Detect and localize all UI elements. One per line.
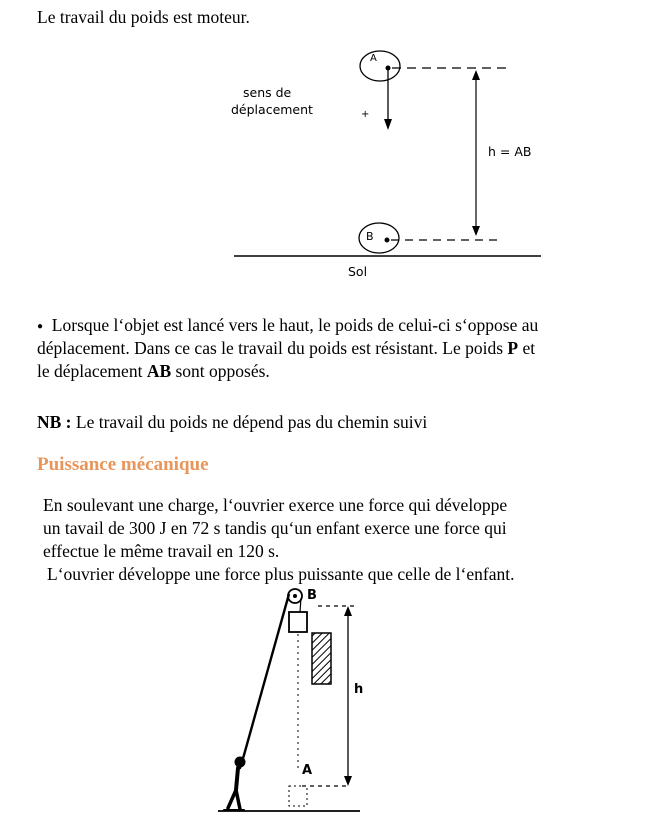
hatched-wall xyxy=(312,633,331,684)
height-label: h = AB xyxy=(488,144,532,159)
label-a-2: A xyxy=(302,763,313,778)
label-h: h xyxy=(354,682,364,697)
point-a-dot xyxy=(386,66,391,71)
h-arrow-top xyxy=(344,606,352,616)
weight-arrow-head xyxy=(384,119,392,130)
point-b-dot xyxy=(385,238,390,243)
nb-text: Le travail du poids ne dépend pas du chemin suivi xyxy=(75,412,428,432)
direction-label-2: déplacement xyxy=(231,102,313,117)
bullet-line-1 xyxy=(37,314,538,338)
circle-a xyxy=(360,51,400,81)
section-title: Puissance mécanique xyxy=(37,454,209,475)
h-arrow-bottom xyxy=(344,776,352,786)
rope xyxy=(244,594,289,755)
load-top xyxy=(289,612,307,632)
paragraph-line-1: En soulevant une charge, l‘ouvrier exerce une force qui développe xyxy=(43,495,508,515)
intro-line: Le travail du poids est moteur. xyxy=(37,7,250,27)
worker-figure xyxy=(224,755,245,810)
ground-label: Sol xyxy=(348,264,368,279)
bold-p: P xyxy=(507,338,519,358)
plus-sign: + xyxy=(361,109,370,120)
bullet-dot: ● xyxy=(37,321,44,332)
label-b-2: B xyxy=(307,588,317,603)
paragraph-line-2: un tavail de 300 J en 72 s tandis qu‘un enfant exerce une force qui xyxy=(43,518,507,538)
bullet-line-3: le déplacement AB sont opposés. xyxy=(37,361,270,381)
bold-ab: AB xyxy=(146,361,172,381)
label-b: B xyxy=(366,230,374,243)
circle-b xyxy=(359,223,399,253)
bullet-text-1: Lorsque l‘objet est lancé vers le haut, le poids de celui-ci s‘oppose au xyxy=(51,315,539,335)
height-arrow-bottom xyxy=(472,226,480,236)
height-arrow-top xyxy=(472,70,480,80)
label-a: A xyxy=(370,53,377,64)
load-bottom xyxy=(289,786,307,806)
paragraph-line-3: effectue le même travail en 120 s. xyxy=(43,541,280,561)
paragraph-line-4: L‘ouvrier développe une force plus puissante que celle de l‘enfant. xyxy=(47,564,515,584)
nb-label: NB : xyxy=(37,412,72,432)
direction-label-1: sens de xyxy=(243,85,292,100)
bullet-line-2: déplacement. Dans ce cas le travail du poids est résistant. Le poids P et xyxy=(37,338,536,358)
nb-note xyxy=(37,411,427,434)
